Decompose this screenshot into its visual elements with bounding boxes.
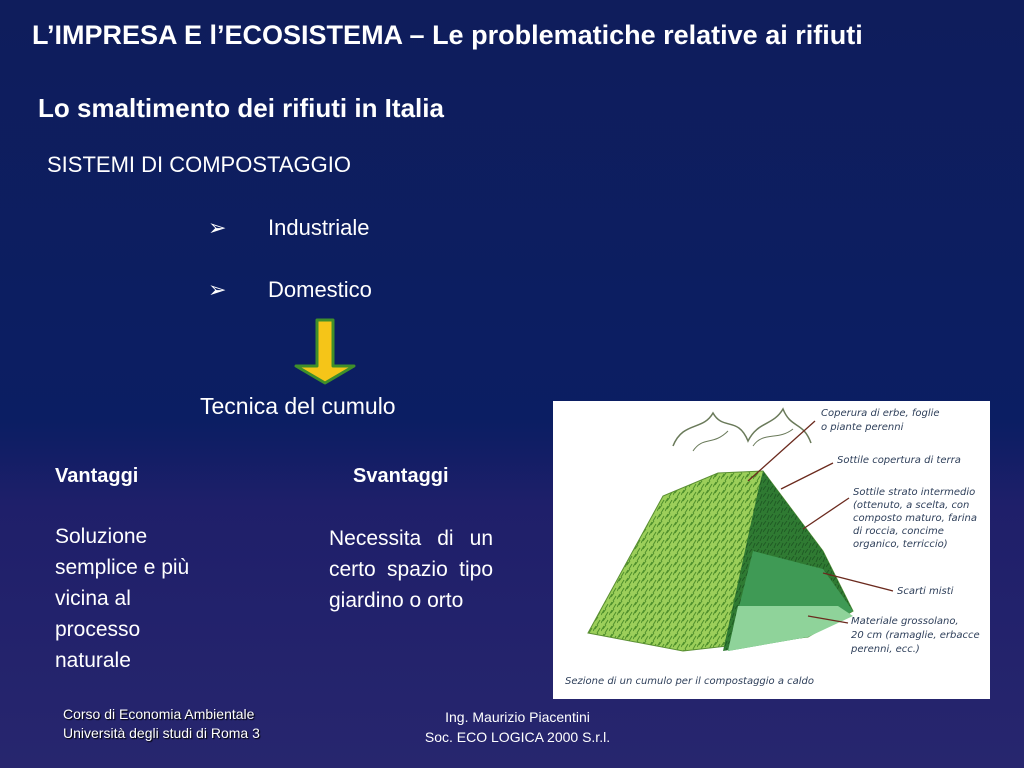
- advantages-text: [55, 521, 225, 676]
- figure-label: o piante perenni: [821, 422, 904, 433]
- compost-pile-illustration: [553, 401, 990, 699]
- plant-strands: [673, 409, 811, 446]
- figure-label: composto maturo, farina: [853, 513, 977, 524]
- disadvantages-text: Necessita di un certo spazio tipo giardino o orto: [329, 527, 493, 612]
- advantages-line: Soluzione: [55, 525, 148, 548]
- advantages-line: vicina al: [55, 587, 131, 610]
- advantages-line: semplice e più: [55, 556, 190, 579]
- advantages-heading: Vantaggi: [55, 465, 139, 487]
- slide-subtitle: Lo smaltimento dei rifiuti in Italia: [38, 93, 444, 123]
- footer-university-line: Università degli studi di Roma 3: [63, 725, 260, 741]
- figure-label: perenni, ecc.): [851, 644, 920, 655]
- disadvantages-heading: Svantaggi: [353, 465, 449, 487]
- list-item-label: Domestico: [268, 277, 372, 302]
- figure-caption: Sezione di un cumulo per il compostaggio a caldo: [565, 676, 815, 687]
- footer-course-line: Corso di Economia Ambientale: [63, 706, 255, 722]
- figure-label: Sottile copertura di terra: [837, 455, 961, 466]
- figure-label: di roccia, concime: [853, 526, 944, 537]
- footer-author: [400, 707, 635, 747]
- footer-author-line: Ing. Maurizio Piacentini: [445, 709, 590, 725]
- section-heading: SISTEMI DI COMPOSTAGGIO: [47, 152, 351, 177]
- pile-section-coarse: [728, 606, 853, 651]
- advantages-line: processo: [55, 618, 141, 641]
- technique-label: Tecnica del cumulo: [200, 393, 396, 419]
- bullet-arrow-icon: ➢: [208, 277, 227, 302]
- down-arrow-icon: [292, 318, 358, 386]
- footer-company-line: Soc. ECO LOGICA 2000 S.r.l.: [424, 729, 611, 745]
- figure-label: (ottenuto, a scelta, con: [853, 500, 970, 511]
- compost-pile-drawing: [553, 401, 990, 699]
- figure-label: Materiale grossolano,: [851, 616, 959, 627]
- list-item-label: Industriale: [268, 215, 370, 240]
- list-item-domestic: [208, 277, 372, 303]
- slide-title: L’IMPRESA E l’ECOSISTEMA – Le problematiche relative ai rifiuti: [32, 20, 863, 50]
- list-item-industrial: [208, 215, 370, 241]
- figure-label: Scarti misti: [897, 586, 954, 597]
- figure-label: Sottile strato intermedio: [853, 487, 976, 498]
- figure-label: 20 cm (ramaglie, erbacce: [851, 630, 980, 641]
- figure-label: organico, terriccio): [853, 539, 948, 550]
- advantages-line: naturale: [55, 649, 131, 672]
- figure-label: Coperura di erbe, foglie: [821, 408, 940, 419]
- bullet-arrow-icon: ➢: [208, 215, 227, 240]
- footer-course: [63, 705, 260, 743]
